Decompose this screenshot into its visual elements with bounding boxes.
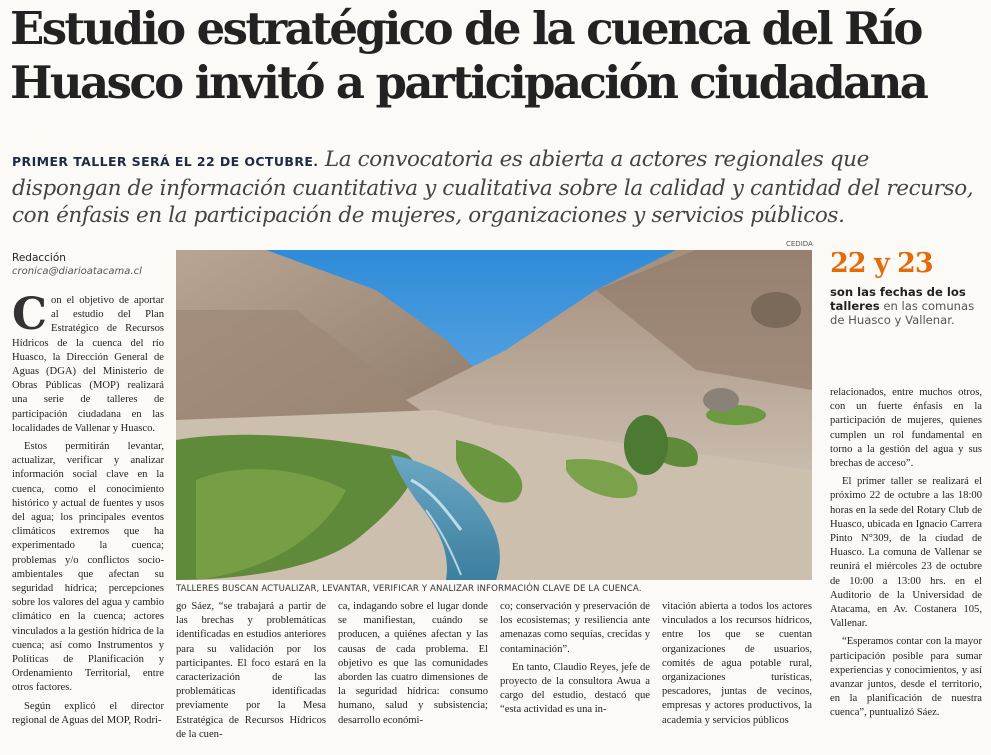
deck-text: La convocatoria es abierta a actores regionales que dispongan de información cuantitativa y cualitativa sobre la calidad y cantidad del recurso, con énfasis en la participación de mujeres, organizaciones y servicios públicos. [12, 147, 974, 228]
photo-caption: TALLERES BUSCAN ACTUALIZAR, LEVANTAR, VERIFICAR Y ANALIZAR INFORMACIÓN CLAVE DE LA CUENCA. [176, 584, 642, 594]
paragraph: Estos permitirán levantar, actualizar, verificar y analizar información social clave en la cuenca, como el conocimiento histórico y actual de fuentes y usos del agua; los principales eventos climáticos extremos que ha experimentado la cuenca; problemas y/o conflictos socio-ambientales que afectan su seguridad hídrica; percepciones sobre los valores del agua y cambio climático en la cuenca; actores vinculados a la gestión hídrica de la cuenca; así como Instrumentos y Políticas de Planificación y Ordenamiento Territorial, entre otros factores. [12, 441, 164, 694]
paragraph: go Sáez, “se trabajará a partir de las brechas y problemáticas identificadas en estudios anteriores para su validación por los participantes. El foco estará en la caracterización de las problemáticas identificadas previamente por la Mesa Estratégica de Recursos Hídricos de la cuen- [176, 601, 326, 740]
paragraph: vitación abierta a todos los actores vinculados a los recursos hídricos, entre los que se cuentan organizaciones de usuarios, comités de agua potable rural, organizaciones turísticas, pescadores, juntas de vecinos, empresas y actores productivos, la academia y servicios públicos [662, 601, 812, 726]
column-6 [830, 386, 982, 725]
column-3 [338, 600, 488, 732]
paragraph: Según explicó el director regional de Aguas del MOP, Rodri- [12, 700, 164, 726]
river-valley-photo [176, 250, 812, 580]
paragraph: relacionados, entre muchos otros, con un fuerte énfasis en la participación de mujeres, quienes cumplen un rol fundamental en torno a la gestión del agua y sus brechas de acceso”. [830, 387, 982, 470]
highlight-text: son las fechas de los talleres en las comunas de Huasco y Vallenar. [830, 285, 975, 327]
column-5 [662, 600, 812, 732]
paragraph: En tanto, Claudio Reyes, jefe de proyecto de la consultora Awua a cargo del estudio, destacó que “esta actividad es una in- [500, 661, 650, 716]
headline: Estudio estratégico de la cuenca del Río Huasco invitó a participación ciudadana [10, 2, 927, 109]
paragraph: Con el objetivo de aportar al estudio del Plan Estratégico de Recursos Hídricos de la cuenca del río Huasco, la Dirección General de Aguas (DGA) del Ministerio de Obras Públicas (MOP) realizará una serie de talleres de participación ciudadana en las localidades de Vallenar y Huasco. [12, 289, 164, 434]
drop-cap: C [12, 289, 48, 340]
photo-illustration [176, 250, 812, 580]
deck [12, 146, 980, 229]
column-4 [500, 600, 650, 722]
kicker: PRIMER TALLER SERÁ EL 22 DE OCTUBRE. [12, 154, 319, 169]
column-1 [12, 289, 164, 732]
column-2 [176, 600, 326, 746]
paragraph: co; conservación y preservación de los ecosistemas; y resiliencia ante amenazas como sequías, crecidas y contaminación”. [500, 601, 650, 655]
byline-email: cronica@diarioatacama.cl [12, 266, 142, 277]
highlight-number: 22 y 23 [830, 248, 933, 279]
paragraph: “Esperamos contar con la mayor participación posible para sumar experiencias y conocimientos, y así avanzar juntos, desde el territorio, en la planificación de nuestra cuenca”, puntualizó Sáez. [830, 636, 982, 719]
byline: Redacción [12, 252, 66, 264]
paragraph: El primer taller se realizará el próximo 22 de octubre a las 18:00 horas en la sede del Rotary Club de Huasco, ubicada en Ignacio Carrera Pinto N°309, de la ciudad de Huasco. La comuna de Vallenar se reunirá el miércoles 23 de octubre de 10:00 a 13:00 hrs. en el Auditorio de la Universidad de Atacama, en Av. Costanera 105, Vallenar. [830, 476, 982, 630]
photo-credit: CEDIDA [786, 240, 813, 248]
paragraph: ca, indagando sobre el lugar donde se manifiestan, cuándo se producen, a quiénes afectan y las causas de cada problema. El objetivo es que las comunidades aborden las cuatro dimensiones de la seguridad hídrica: consumo humano, salud y subsistencia; desarrollo económi- [338, 601, 488, 726]
